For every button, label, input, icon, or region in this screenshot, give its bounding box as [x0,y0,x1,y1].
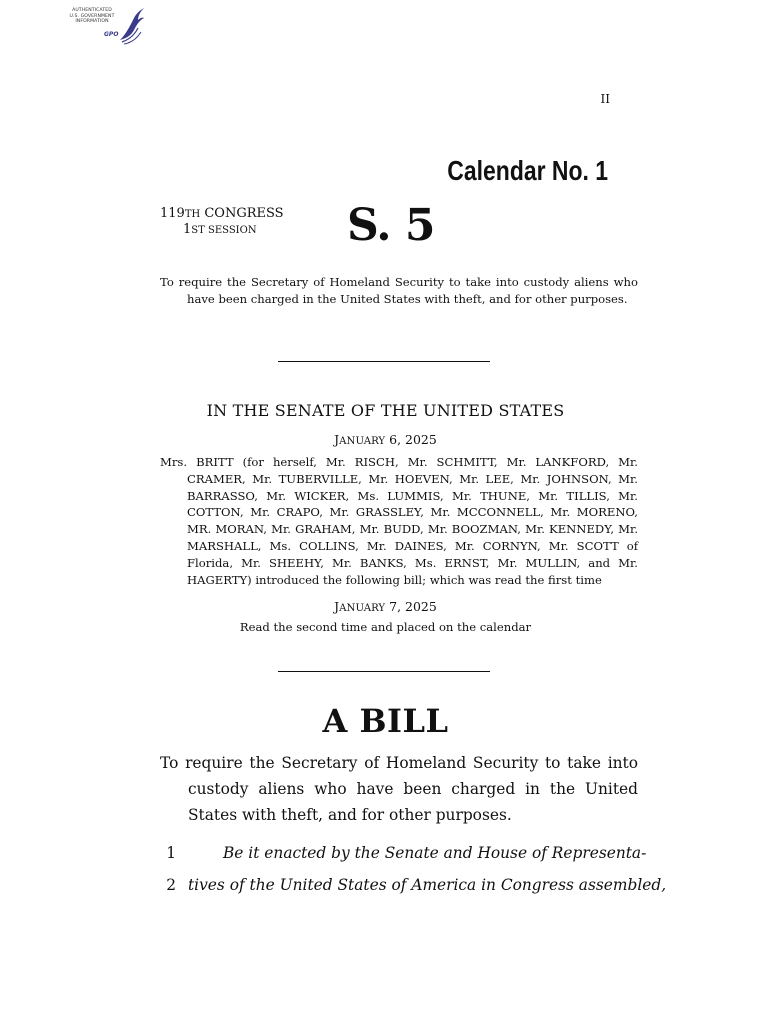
action-date [160,599,611,614]
session-word: SESSION [204,225,257,236]
session-number: 1 [183,222,192,237]
session-suffix: ST [191,225,205,236]
date-month: ANUARY [339,603,386,614]
calendar-number: Calendar No. 1 [447,155,608,186]
date-month: ANUARY [339,436,386,447]
introduction-date [160,432,611,447]
session-label [183,222,257,239]
gpo-authentication-seal [60,4,150,48]
long-title: To require the Secretary of Homeland Security to take into custody aliens who have been charged in the United States with theft, and for other purposes. [160,754,638,824]
eagle-icon [116,4,146,46]
congress-suffix: TH [184,209,201,220]
seal-line: INFORMATION [75,19,109,25]
seal-line: AUTHENTICATED [72,8,112,13]
bill-version-code: II [600,92,610,106]
congress-label [160,206,284,223]
sponsors-paragraph: Mrs. BRITT (for herself, Mr. RISCH, Mr. SCHMITT, Mr. LANKFORD, Mr. CRAMER, Mr. TUBERVILLE, Mr. HOEVEN, Mr. LEE, Mr. JOHNSON, Mr. BARRASSO, Mr. WICKER, Ms. LUMMIS, Mr. THUNE, Mr. TILLIS, Mr. COTTON, Mr. CRAPO, Mr. GRASSLEY, Mr. MCCONNELL, Mr. MORENO, MR. MORAN, Mr. GRAHAM, Mr. BUDD, Mr. BOOZMAN, Mr. KENNEDY, Mr. MARSHALL, Ms. COLLINS, Mr. DAINES, Mr. CORNYN, Mr. SCOTT of Florida, Mr. SHEEHY, Mr. BANKS, Ms. ERNST, Mr. MULLIN, and Mr. HAGERTY) introduced the following bill; which was read the first time [160,455,638,587]
seal-line: U.S. GOVERNMENT [69,13,115,19]
divider [278,671,490,672]
bill-number: S. 5 [347,200,435,251]
line-text: tives of the United States of America in Congress assembled, [188,876,667,894]
action-text: Read the second time and placed on the calendar [239,620,532,634]
line-number: 2 [166,876,176,894]
short-title: To require the Secretary of Homeland Security to take into custody aliens who have been charged in the United States with theft, and for other purposes. [160,275,638,306]
date-initial: J [334,599,340,614]
congress-word: CONGRESS [200,206,284,221]
bill-heading: A BILL [322,702,449,740]
date-day-year: 6, 2025 [385,432,437,447]
seal-agency: GPO [104,31,119,38]
date-initial: J [334,432,340,447]
line-number: 1 [166,844,176,862]
chamber-heading: IN THE SENATE OF THE UNITED STATES [206,401,565,420]
congress-number: 119 [160,206,185,221]
divider [278,361,490,362]
line-text: Be it enacted by the Senate and House of Representa- [223,844,647,862]
date-day-year: 7, 2025 [385,599,437,614]
seal-text [60,8,124,25]
